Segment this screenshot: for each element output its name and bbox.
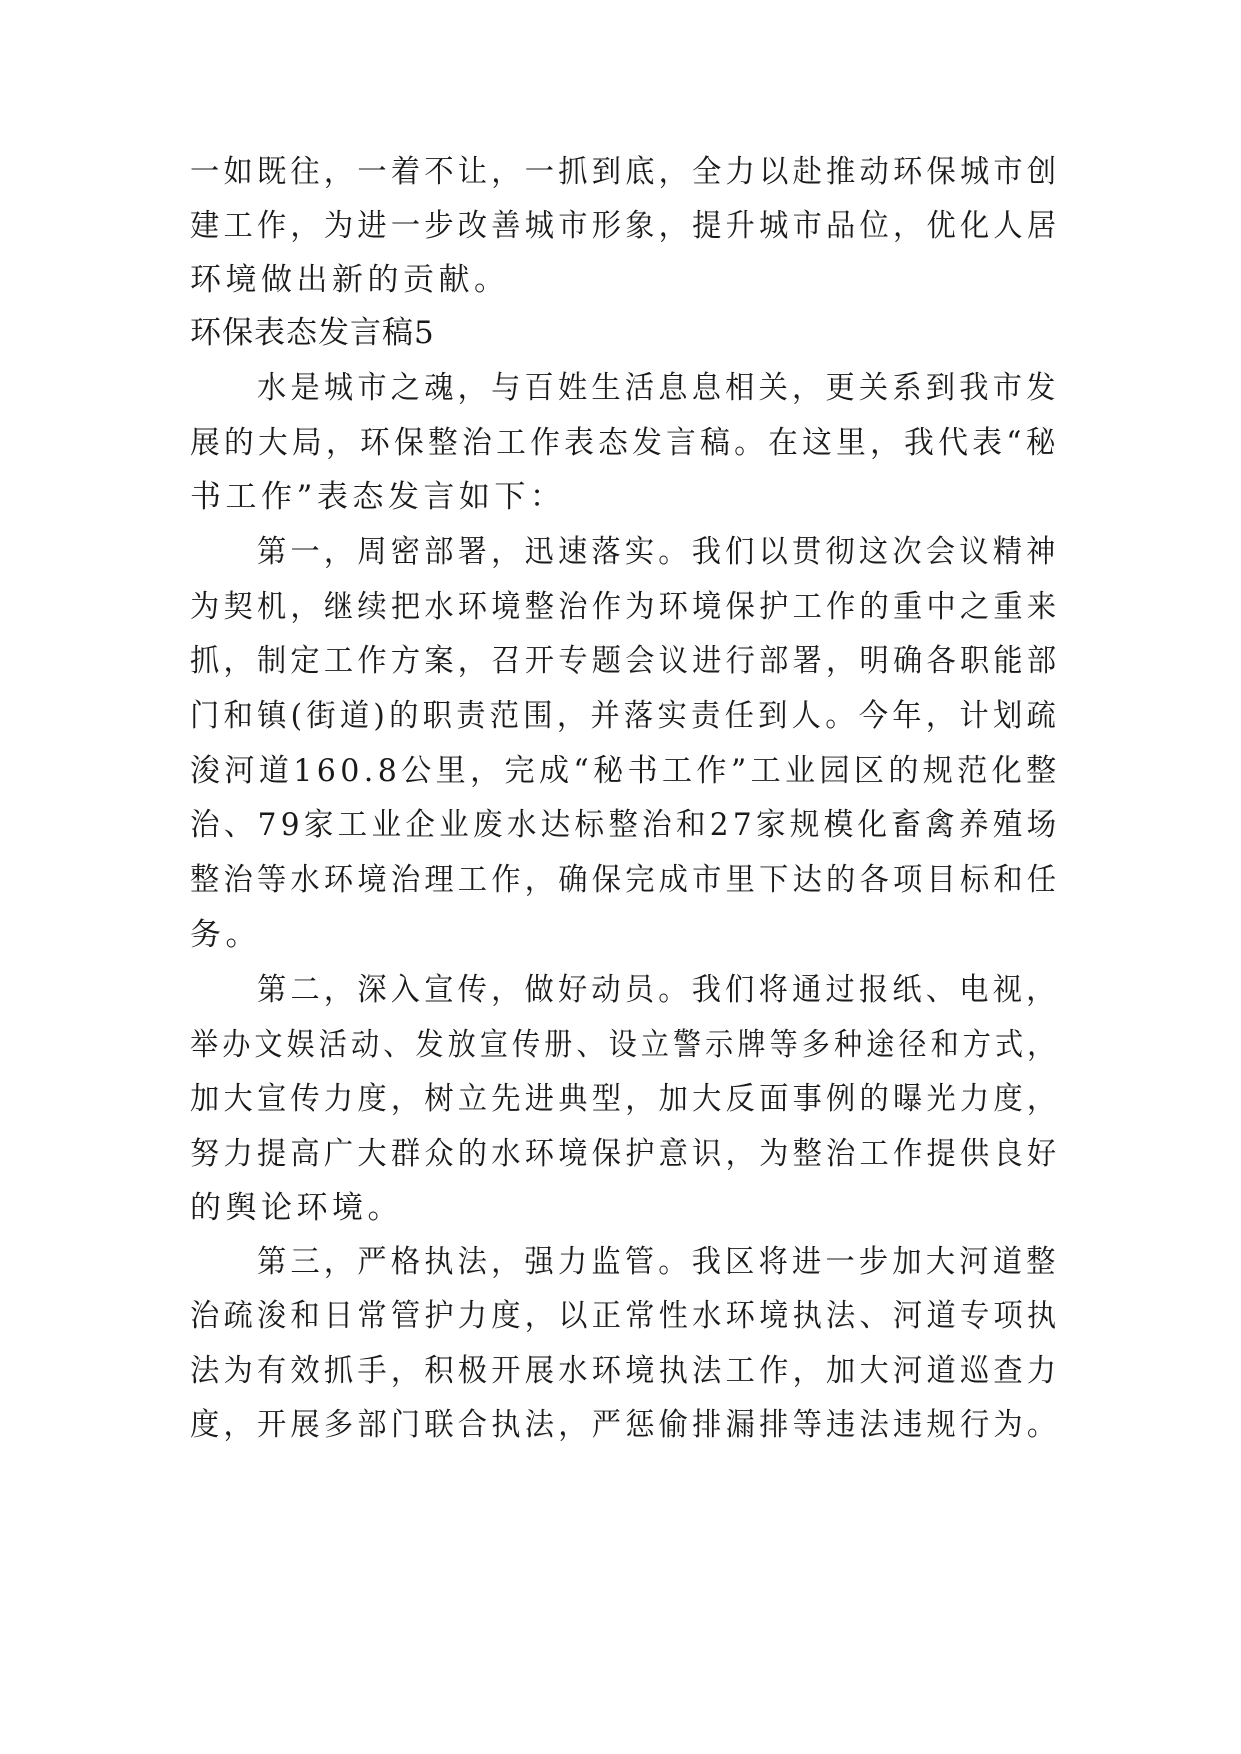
text-line: 浚河道160.8公里，完成“秘书工作”工业园区的规范化整 <box>190 753 1061 789</box>
text-line: 为契机，继续把水环境整治作为环境保护工作的重中之重来 <box>190 589 1061 625</box>
text-line: 一如既往，一着不让，一抓到底，全力以赴推动环保城市创 <box>190 154 1061 190</box>
text-line: 举办文娱活动、发放宣传册、设立警示牌等多种途径和方式， <box>190 1027 1060 1063</box>
text-line: 努力提高广大群众的水环境保护意识，为整治工作提供良好 <box>190 1136 1061 1172</box>
text-line: 书工作”表态发言如下： <box>190 479 566 515</box>
section-heading: 环保表态发言稿5 <box>190 315 435 351</box>
text-line: 第一，周密部署，迅速落实。我们以贯彻这次会议精神 <box>257 534 1060 570</box>
text-line: 门和镇(街道)的职责范围，并落实责任到人。今年，计划疏 <box>190 698 1061 734</box>
text-line: 建工作，为进一步改善城市形象，提升城市品位，优化人居 <box>190 208 1061 244</box>
text-line: 的舆论环境。 <box>190 1190 403 1226</box>
text-line: 第二，深入宣传，做好动员。我们将通过报纸、电视， <box>257 972 1060 1008</box>
text-line: 治疏浚和日常管护力度，以正常性水环境执法、河道专项执 <box>190 1298 1061 1334</box>
text-line: 治、79家工业企业废水达标整治和27家规模化畜禽养殖场 <box>190 807 1061 843</box>
text-line: 展的大局，环保整治工作表态发言稿。在这里，我代表“秘 <box>190 425 1060 461</box>
text-line: 度，开展多部门联合执法，严惩偷排漏排等违法违规行为。 <box>190 1407 1061 1443</box>
text-line: 水是城市之魂，与百姓生活息息相关，更关系到我市发 <box>257 370 1060 406</box>
text-line: 环境做出新的贡献。 <box>190 262 510 298</box>
text-line: 加大宣传力度，树立先进典型，加大反面事例的曝光力度， <box>190 1081 1061 1117</box>
text-line: 整治等水环境治理工作，确保完成市里下达的各项目标和任 <box>190 862 1061 898</box>
text-line: 抓，制定工作方案，召开专题会议进行部署，明确各职能部 <box>190 643 1061 679</box>
text-line: 第三，严格执法，强力监管。我区将进一步加大河道整 <box>257 1244 1060 1280</box>
text-line: 法为有效抓手，积极开展水环境执法工作，加大河道巡查力 <box>190 1353 1061 1389</box>
text-line: 务。 <box>190 917 261 953</box>
